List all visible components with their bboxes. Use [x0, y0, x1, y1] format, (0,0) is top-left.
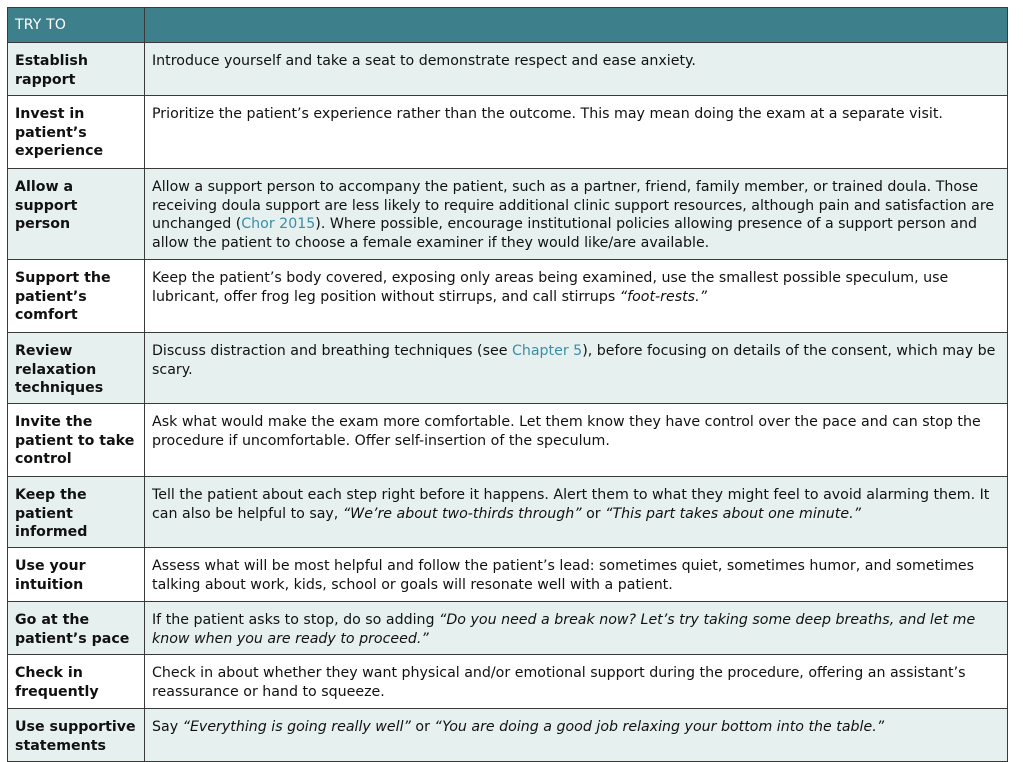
row-label: Invite the patient to take control [8, 404, 145, 477]
row-text: Prioritize the patient’s experience rather than the outcome. This may mean doing the exam at a separate visit. [145, 96, 1008, 169]
row-text: If the patient asks to stop, do so adding “Do you need a break now? Let’s try taking some deep breaths, and let me know when you are ready to proceed.” [145, 602, 1008, 655]
table-header-row [8, 8, 1008, 43]
row-text: Discuss distraction and breathing techniques (see Chapter 5), before focusing on details of the consent, which may be scary. [145, 333, 1008, 404]
table-row [8, 260, 1008, 333]
table-row [8, 602, 1008, 655]
row-label: Use your intuition [8, 548, 145, 602]
row-text: Keep the patient’s body covered, exposing only areas being examined, use the smallest possible speculum, use lubricant, offer frog leg position without stirrups, and call stirrups “foot-rests.” [145, 260, 1008, 333]
row-text: Ask what would make the exam more comfortable. Let them know they have control over the pace and can stop the procedure if uncomfortable. Offer self-insertion of the speculum. [145, 404, 1008, 477]
chapter-link[interactable]: Chapter 5 [511, 343, 583, 359]
citation-link[interactable]: Chor 2015 [241, 216, 316, 232]
header-blank [145, 8, 1008, 43]
row-text: Assess what will be most helpful and follow the patient’s lead: sometimes quiet, sometimes humor, and sometimes talking about work, kids, school or goals will resonate well with a patient. [145, 548, 1008, 602]
table-row [8, 548, 1008, 602]
row-text: Tell the patient about each step right before it happens. Alert them to what they might feel to avoid alarming them. It can also be helpful to say, “We’re about two-thirds through” or “This part takes about one minute.” [145, 477, 1008, 548]
table-row [8, 404, 1008, 477]
row-label: Allow a support person [8, 169, 145, 260]
table-row [8, 43, 1008, 96]
row-text: Say “Everything is going really well” or “You are doing a good job relaxing your bottom into the table.” [145, 709, 1008, 762]
table-row [8, 709, 1008, 762]
row-label: Review relaxation techniques [8, 333, 145, 404]
row-text: Allow a support person to accompany the patient, such as a partner, friend, family member, or trained doula. Those receiving doula support are less likely to require additional clinic support resources, although pain and satisfaction are unchanged (Chor 2015). Where possible, encourage institutional policies allowing presence of a support person and allow the patient to choose a female examiner if they would like/are available. [145, 169, 1008, 260]
row-label: Keep the patient informed [8, 477, 145, 548]
row-label: Check in frequently [8, 655, 145, 709]
table-row [8, 477, 1008, 548]
row-label: Support the patient’s comfort [8, 260, 145, 333]
row-label: Use supportive statements [8, 709, 145, 762]
row-label: Establish rapport [8, 43, 145, 96]
table-row [8, 96, 1008, 169]
row-text: Introduce yourself and take a seat to demonstrate respect and ease anxiety. [145, 43, 1008, 96]
table-row [8, 169, 1008, 260]
row-text: Check in about whether they want physical and/or emotional support during the procedure, offering an assistant’s reassurance or hand to squeeze. [145, 655, 1008, 709]
table-row [8, 333, 1008, 404]
row-label: Invest in patient’s experience [8, 96, 145, 169]
table-row [8, 655, 1008, 709]
row-label: Go at the patient’s pace [8, 602, 145, 655]
tips-table [7, 7, 1008, 762]
header-title: TRY TO [8, 8, 145, 43]
